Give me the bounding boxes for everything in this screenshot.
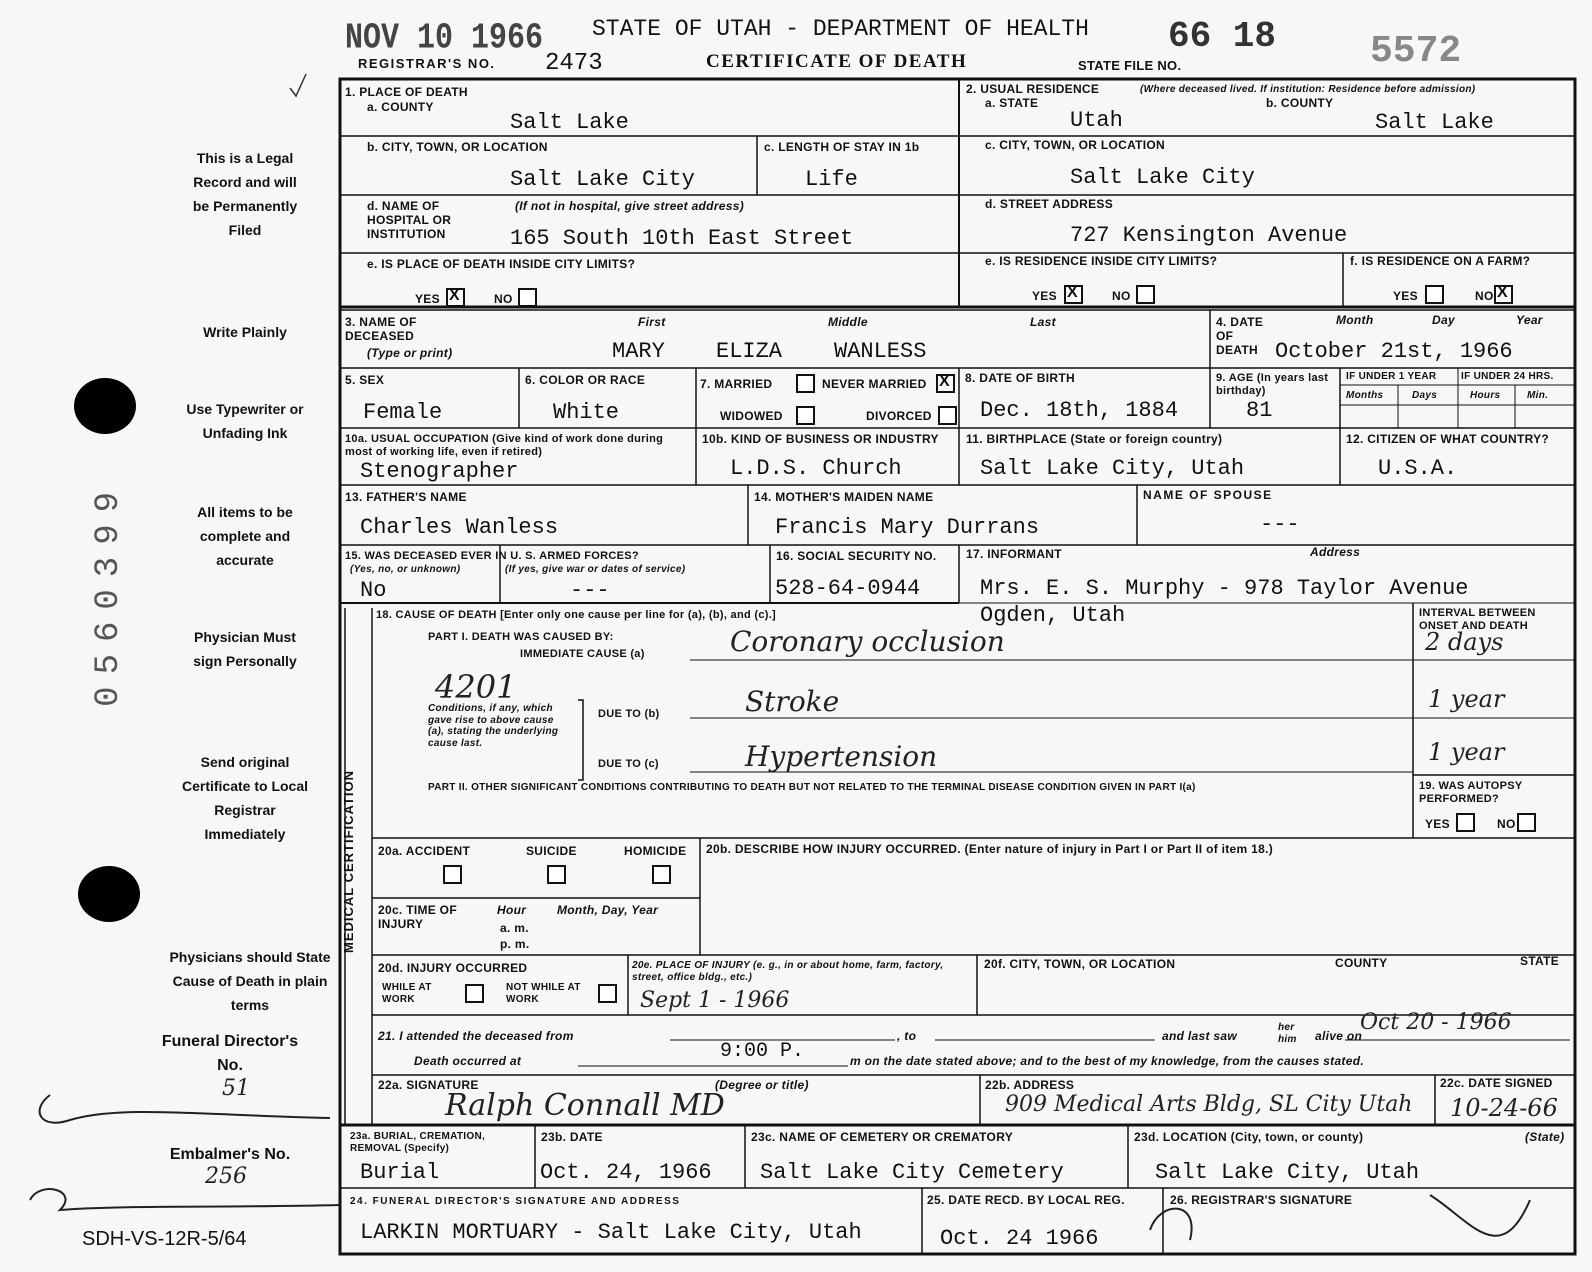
deceased-middle-name: ELIZA <box>716 339 783 364</box>
mother-name: Francis Mary Durrans <box>775 515 1040 540</box>
death-city-label: b. CITY, TOWN, OR LOCATION <box>367 140 548 154</box>
cemetery-label: 23c. NAME OF CEMETERY OR CREMATORY <box>751 1130 1014 1144</box>
deceased-name-label: 3. NAME OF DECEASED <box>345 315 417 343</box>
injury-county-label: COUNTY <box>1335 956 1388 970</box>
part-one-label: PART I. DEATH WAS CAUSED BY: <box>428 631 614 643</box>
spouse-name-label: NAME OF SPOUSE <box>1143 488 1273 502</box>
birth-date-label: 8. DATE OF BIRTH <box>965 371 1075 385</box>
cemetery-value: Salt Lake City Cemetery <box>760 1160 1064 1185</box>
under-one-year-label: IF UNDER 1 YEAR <box>1346 371 1437 382</box>
widowed-label: WIDOWED <box>720 409 783 423</box>
usual-residence-note: (Where deceased lived. If institution: Residence before admission) <box>1140 84 1476 95</box>
sex-value: Female <box>363 400 443 425</box>
birthplace-label: 11. BIRTHPLACE (State or foreign country) <box>966 432 1223 446</box>
cause-of-death-label: 18. CAUSE OF DEATH [Enter only one cause per line for (a), (b), and (c).] <box>376 609 777 621</box>
physician-address-label: 22b. ADDRESS <box>985 1078 1075 1092</box>
divorced-label: DIVORCED <box>866 409 932 423</box>
binder-hole-bottom <box>78 866 140 922</box>
certificate-header-title: STATE OF UTAH - DEPARTMENT OF HEALTH <box>592 16 1089 42</box>
informant-value: Mrs. E. S. Murphy - 978 Taylor Avenue <box>980 576 1469 601</box>
residence-state: Utah <box>1070 108 1123 133</box>
deceased-last-name: WANLESS <box>834 339 927 364</box>
year-label: Year <box>1516 313 1543 327</box>
farm-yes-checkbox[interactable] <box>1425 285 1444 304</box>
complete-note: All items to be complete and accurate <box>197 504 293 568</box>
form-number: SDH-VS-12R-5/64 <box>82 1228 247 1250</box>
funeral-director-no: 51 <box>222 1076 250 1101</box>
death-inside-yes-label: YES <box>415 292 440 306</box>
married-label: 7. MARRIED <box>700 377 773 391</box>
residence-inside-no-checkbox[interactable] <box>1136 285 1155 304</box>
funeral-director-signature-label: 24. FUNERAL DIRECTOR'S SIGNATURE AND ADDRESS <box>350 1196 681 1207</box>
residence-city-label: c. CITY, TOWN, OR LOCATION <box>985 138 1166 152</box>
state-cause-note: Physicians should State Cause of Death in plain terms <box>169 949 331 1013</box>
date-of-death-label: 4. DATE OF DEATH <box>1216 315 1264 357</box>
residence-inside-no-label: NO <box>1112 289 1131 303</box>
under-24-hours-label: IF UNDER 24 HRS. <box>1461 371 1554 382</box>
ssn-value: 528-64-0944 <box>775 576 921 601</box>
injury-description-label: 20b. DESCRIBE HOW INJURY OCCURRED. (Enter nature of injury in Part I or Part II of item 18.) <box>706 842 1274 856</box>
ssn-label: 16. SOCIAL SECURITY NO. <box>776 549 937 563</box>
while-at-work-label: WHILE AT WORK <box>382 982 432 1005</box>
embalmer-no-label: Embalmer's No. <box>169 1146 291 1163</box>
death-inside-city-label: e. IS PLACE OF DEATH INSIDE CITY LIMITS? <box>367 257 636 271</box>
physician-statement: m on the date stated above; and to the best of my knowledge, from the causes stated. <box>850 1054 1364 1068</box>
death-inside-yes-mark: X <box>449 287 460 304</box>
citizen-label: 12. CITIZEN OF WHAT COUNTRY? <box>1346 432 1550 446</box>
cause-code: 4201 <box>435 668 517 706</box>
interval-label: INTERVAL BETWEEN ONSET AND DEATH <box>1419 607 1536 632</box>
vertical-serial-number: 0560399 <box>90 480 128 707</box>
length-of-stay-label: c. LENGTH OF STAY IN 1b <box>764 140 920 154</box>
not-while-at-work-checkbox[interactable] <box>598 984 617 1003</box>
residence-inside-yes-mark: X <box>1067 284 1078 301</box>
time-of-death: 9:00 P. <box>720 1040 805 1063</box>
never-married-mark: X <box>939 373 950 390</box>
homicide-checkbox[interactable] <box>652 865 671 884</box>
physician-sign-note: Physician Must sign Personally <box>193 629 297 669</box>
injury-occurred-label: 20d. INJURY OCCURRED <box>378 961 528 975</box>
burial-date: Oct. 24, 1966 <box>540 1160 712 1185</box>
father-name: Charles Wanless <box>360 515 559 540</box>
date-signed: 10-24-66 <box>1450 1094 1558 1122</box>
state-file-no-stamp: 66 18 <box>1168 16 1277 57</box>
medical-certification-label: MEDICAL CERTIFICATION <box>341 770 356 954</box>
death-inside-no-label: NO <box>494 292 513 306</box>
place-of-death-label: 1. PLACE OF DEATH <box>345 85 468 99</box>
days-label: Days <box>1412 390 1438 401</box>
race-label: 6. COLOR OR RACE <box>525 373 646 387</box>
armed-forces-value: No <box>360 578 387 603</box>
residence-state-label: a. STATE <box>985 96 1039 110</box>
immediate-cause-label: IMMEDIATE CAUSE (a) <box>520 648 645 660</box>
signature-label: 22a. SIGNATURE <box>378 1078 479 1092</box>
cause-a: Coronary occlusion <box>730 625 1005 658</box>
length-of-stay: Life <box>805 167 858 192</box>
residence-inside-yes-label: YES <box>1032 289 1057 303</box>
part-two-label: PART II. OTHER SIGNIFICANT CONDITIONS CONTRIBUTING TO DEATH BUT NOT RELATED TO THE TERMINAL DISEASE CONDITION GIVEN IN PART I(a) <box>428 782 1196 793</box>
disposition-label: 23a. BURIAL, CREMATION, REMOVAL (Specify) <box>350 1131 486 1154</box>
months-label: Months <box>1346 390 1384 401</box>
birthplace-value: Salt Lake City, Utah <box>980 456 1245 481</box>
armed-forces-dates: --- <box>570 578 610 603</box>
residence-street: 727 Kensington Avenue <box>1070 223 1348 248</box>
suicide-checkbox[interactable] <box>547 865 566 884</box>
write-plainly-note: Write Plainly <box>203 324 287 340</box>
residence-inside-city-label: e. IS RESIDENCE INSIDE CITY LIMITS? <box>985 254 1218 268</box>
divorced-checkbox[interactable] <box>938 406 957 425</box>
funeral-director-value: LARKIN MORTUARY - Salt Lake City, Utah <box>360 1220 862 1245</box>
certificate-title: CERTIFICATE OF DEATH <box>706 51 968 72</box>
father-name-label: 13. FATHER'S NAME <box>345 490 467 504</box>
residence-street-label: d. STREET ADDRESS <box>985 197 1114 211</box>
time-of-injury-label: 20c. TIME OF INJURY <box>378 903 457 931</box>
death-county: Salt Lake <box>510 110 629 135</box>
suicide-label: SUICIDE <box>526 844 577 858</box>
residence-county: Salt Lake <box>1375 110 1494 135</box>
death-county-label: a. COUNTY <box>367 100 434 114</box>
hospital-address: 165 South 10th East Street <box>510 226 854 251</box>
physician-address: 909 Medical Arts Bldg, SL City Utah <box>1005 1092 1413 1117</box>
middle-name-label: Middle <box>828 315 868 329</box>
funeral-director-no-label: Funeral Director's No. <box>161 1033 299 1074</box>
deceased-first-name: MARY <box>612 339 665 364</box>
stamp-date: NOV 10 1966 <box>345 18 544 60</box>
registrar-no: 2473 <box>545 50 603 77</box>
accident-checkbox[interactable] <box>443 865 462 884</box>
autopsy-label: 19. WAS AUTOPSY PERFORMED? <box>1419 780 1523 805</box>
binder-hole-top <box>74 378 136 434</box>
attended-to-label: , to <box>897 1029 917 1043</box>
while-at-work-checkbox[interactable] <box>465 984 484 1003</box>
cause-b: Stroke <box>745 685 840 718</box>
registrar-signature-label: 26. REGISTRAR'S SIGNATURE <box>1170 1193 1353 1207</box>
residence-city: Salt Lake City <box>1070 165 1255 190</box>
state-file-label: STATE FILE NO. <box>1078 58 1182 73</box>
due-to-c-label: DUE TO (c) <box>598 758 659 770</box>
embalmer-no: 256 <box>205 1164 247 1189</box>
date-signed-label: 22c. DATE SIGNED <box>1440 1076 1553 1090</box>
place-of-injury-label: 20e. PLACE OF INJURY (e. g., in or about home, farm, factory, street, office bldg., etc.) <box>632 960 944 983</box>
autopsy-no-checkbox[interactable] <box>1517 813 1536 832</box>
last-name-label: Last <box>1030 315 1056 329</box>
homicide-label: HOMICIDE <box>624 844 687 858</box>
date-received-label: 25. DATE RECD. BY LOCAL REG. <box>927 1193 1125 1207</box>
mdy-label: Month, Day, Year <box>557 903 659 917</box>
armed-forces-label: 15. WAS DECEASED EVER IN U. S. ARMED FORCES? <box>345 550 639 562</box>
day-label: Day <box>1432 313 1455 327</box>
spouse-name: --- <box>1260 512 1300 537</box>
physician-signature: Ralph Connall MD <box>445 1088 725 1123</box>
business-value: L.D.S. Church <box>730 456 902 481</box>
stamped-number: 5572 <box>1370 30 1462 73</box>
burial-state-label: (State) <box>1525 1130 1565 1144</box>
residence-farm-label: f. IS RESIDENCE ON A FARM? <box>1350 254 1531 268</box>
married-checkbox[interactable] <box>796 374 815 393</box>
farm-no-label: NO <box>1475 289 1494 303</box>
typewriter-note: Use Typewriter or Unfading Ink <box>186 401 304 441</box>
occupation-label: 10a. USUAL OCCUPATION (Give kind of work done during most of working life, even if retired) <box>345 433 664 458</box>
birth-date: Dec. 18th, 1884 <box>980 398 1179 423</box>
business-label: 10b. KIND OF BUSINESS OR INDUSTRY <box>702 432 939 446</box>
attended-label: 21. I attended the deceased from <box>378 1029 574 1043</box>
disposition-value: Burial <box>360 1160 440 1185</box>
citizen-value: U.S.A. <box>1378 456 1458 481</box>
registrar-no-label: REGISTRAR'S NO. <box>358 56 496 71</box>
burial-date-label: 23b. DATE <box>541 1130 603 1144</box>
informant-label: 17. INFORMANT <box>966 547 1062 561</box>
burial-location-label: 23d. LOCATION (City, town, or county) <box>1134 1130 1364 1144</box>
first-name-label: First <box>638 315 666 329</box>
age-label: 9. AGE (In years last birthday) <box>1216 372 1329 397</box>
sex-label: 5. SEX <box>345 373 385 387</box>
interval-b: 1 year <box>1428 685 1505 713</box>
injury-state-label: STATE <box>1520 954 1560 968</box>
last-saw-label: and last saw <box>1162 1029 1237 1043</box>
hour-label: Hour <box>497 903 527 917</box>
alive-on-date: Oct 20 - 1966 <box>1360 1010 1512 1035</box>
autopsy-no-label: NO <box>1497 817 1516 831</box>
race-value: White <box>553 400 620 425</box>
farm-yes-label: YES <box>1393 289 1418 303</box>
hospital-note: (If not in hospital, give street address) <box>515 199 745 213</box>
informant-city: Ogden, Utah <box>980 603 1126 628</box>
death-inside-no-checkbox[interactable] <box>518 288 537 307</box>
autopsy-yes-label: YES <box>1425 817 1450 831</box>
accident-label: 20a. ACCIDENT <box>378 844 471 858</box>
degree-label: (Degree or title) <box>715 1078 809 1092</box>
death-city: Salt Lake City <box>510 167 695 192</box>
attended-from-date: Sept 1 - 1966 <box>640 988 790 1013</box>
minutes-label: Min. <box>1527 390 1549 401</box>
cause-c: Hypertension <box>745 740 938 773</box>
widowed-checkbox[interactable] <box>796 406 815 425</box>
residence-county-label: b. COUNTY <box>1266 96 1334 110</box>
pm-label: p. m. <box>500 937 530 951</box>
interval-c: 1 year <box>1428 738 1505 766</box>
interval-a: 2 days <box>1425 628 1504 656</box>
hours-label: Hours <box>1470 390 1501 401</box>
farm-no-mark: X <box>1497 284 1508 301</box>
hospital-label: d. NAME OF HOSPITAL OR INSTITUTION <box>367 199 452 241</box>
deceased-name-sub: (Type or print) <box>367 346 453 360</box>
burial-location: Salt Lake City, Utah <box>1155 1160 1420 1185</box>
legal-record-note: This is a Legal Record and will be Permanently Filed <box>192 150 298 238</box>
her-him-label: her him <box>1278 1022 1297 1045</box>
am-label: a. m. <box>500 921 529 935</box>
date-received: Oct. 24 1966 <box>940 1226 1099 1251</box>
armed-forces-sub: (Yes, no, or unknown) <box>350 564 461 575</box>
never-married-label: NEVER MARRIED <box>822 377 927 391</box>
alive-on-label: alive on <box>1315 1029 1363 1043</box>
occupation-value: Stenographer <box>360 459 519 484</box>
usual-residence-label: 2. USUAL RESIDENCE <box>966 82 1100 96</box>
send-original-note: Send original Certificate to Local Registrar Immediately <box>181 754 309 842</box>
informant-address-label: Address <box>1310 545 1361 559</box>
month-label: Month <box>1336 313 1374 327</box>
due-to-b-label: DUE TO (b) <box>598 708 660 720</box>
death-occurred-at-label: Death occurred at <box>414 1054 522 1068</box>
not-while-at-work-label: NOT WHILE AT WORK <box>506 982 581 1005</box>
conditions-note: Conditions, if any, which gave rise to above cause (a), stating the underlying cause last. <box>428 703 559 749</box>
autopsy-yes-checkbox[interactable] <box>1456 813 1475 832</box>
date-of-death: October 21st, 1966 <box>1275 339 1513 364</box>
injury-city-label: 20f. CITY, TOWN, OR LOCATION <box>984 957 1176 971</box>
mother-name-label: 14. MOTHER'S MAIDEN NAME <box>754 490 934 504</box>
age-value: 81 <box>1246 398 1273 423</box>
armed-forces-sub2: (If yes, give war or dates of service) <box>505 564 686 575</box>
